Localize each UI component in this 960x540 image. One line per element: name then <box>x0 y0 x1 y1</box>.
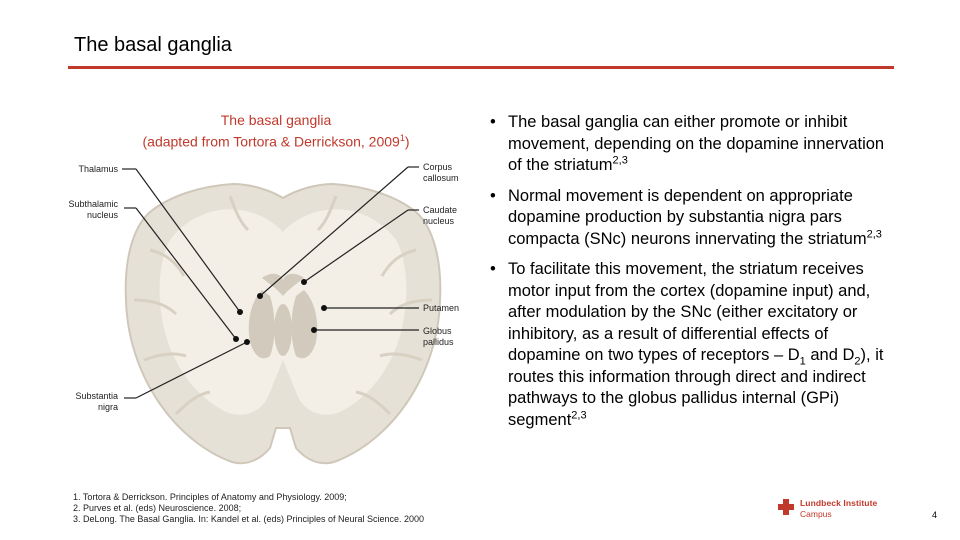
logo-line1: Lundbeck Institute <box>800 498 878 508</box>
bullet-dot-icon: • <box>490 186 496 205</box>
bullet-list <box>488 112 888 440</box>
page-number: 4 <box>932 510 938 520</box>
label-putamen: Putamen <box>423 303 460 313</box>
slide-title: The basal ganglia <box>74 34 232 56</box>
figure-title-line2: (adapted from Tortora & Derrickson, 2009$^1$) <box>142 133 410 150</box>
bullet-dot-icon: • <box>490 113 496 131</box>
reference-item: 3. DeLong. The Basal Ganglia. In: Kandel et al. (eds) Principles of Neural Science. 2000 <box>73 514 425 524</box>
figure-title-line1: The basal ganglia <box>220 112 332 128</box>
reference-item: 2. Purves et al. (eds) Neuroscience. 2008; <box>73 503 242 513</box>
label-subthalamic-nucleus: Subthalamic nucleus <box>68 199 118 220</box>
reference-item: 1. Tortora & Derrickson. Principles of Anatomy and Physiology. 2009; <box>73 492 347 502</box>
bullet-item: • To facilitate this movement, the striatum receives motor input from the cortex (dopamine input) and, after modulation by the SNc (either excitatory or inhibitory, as a result of differential effects of dopamine on two types of receptors – $D_1$ and $D_2$), it routes this information through direct and indirect pathways to the globus pallidus internal (GPi) segment$^{2,3}$ <box>490 260 884 429</box>
label-corpus-callosum: Corpus callosum <box>423 162 459 183</box>
label-substantia-nigra: Substantia nigra <box>75 391 118 412</box>
logo-line2: Campus <box>800 509 832 519</box>
label-thalamus: Thalamus <box>78 164 118 174</box>
bullet-item: • The basal ganglia can either promote or inhibit movement, depending on the dopamine innervation of the striatum$^{2,3}$ <box>490 113 885 174</box>
cross-icon <box>778 499 794 515</box>
bullet-dot-icon: • <box>490 260 496 278</box>
label-caudate-nucleus: Caudate nucleus <box>423 205 458 226</box>
label-globus-pallidus: Globus pallidus <box>423 326 454 347</box>
references <box>73 492 424 525</box>
bullet-item: • Normal movement is dependent on appropriate dopamine production by substantia nigra pars compacta (SNc) neurons innervating the striatum$^{2,3}$ <box>490 186 882 248</box>
lundbeck-logo <box>778 498 908 520</box>
